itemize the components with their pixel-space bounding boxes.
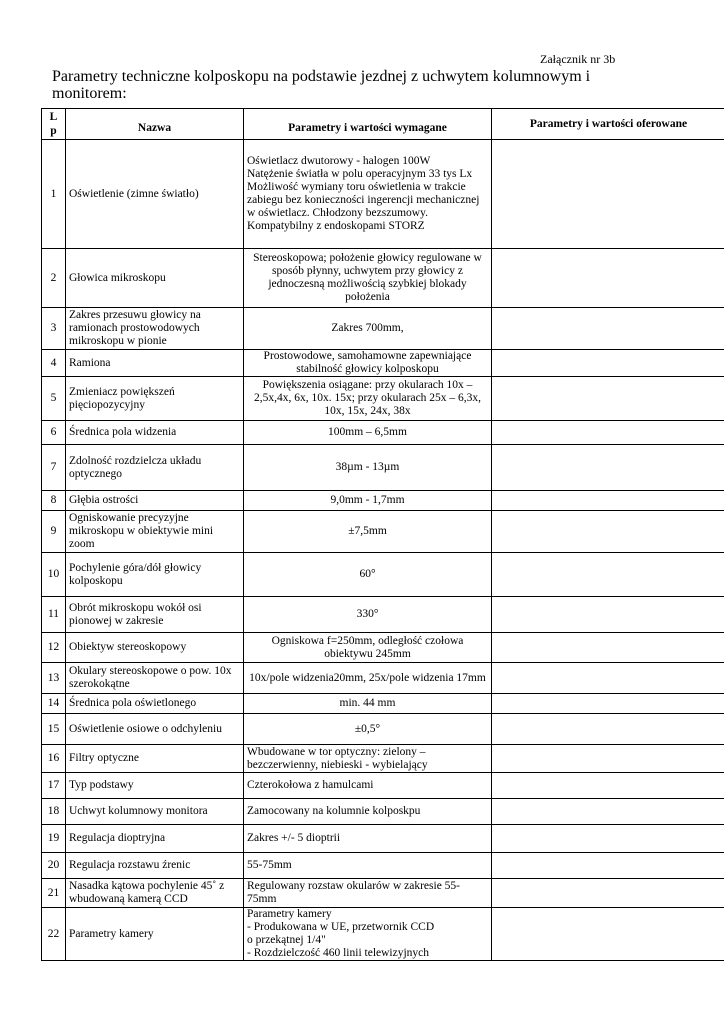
header-name: Nazwa [66, 109, 244, 140]
table-row [42, 825, 724, 853]
row-name: Pochylenie góra/dół głowicy kolposkopu [66, 553, 244, 597]
row-required: Wbudowane w tor optyczny: zielony – bezczerwienny, niebieski - wybielający [244, 745, 492, 773]
row-lp: 16 [42, 745, 66, 773]
annex-label: Załącznik nr 3b [540, 52, 616, 66]
row-offered[interactable] [492, 249, 724, 308]
row-name: Ramiona [66, 350, 244, 377]
row-required: 100mm – 6,5mm [244, 421, 492, 445]
row-offered[interactable] [492, 421, 724, 445]
row-required: 10x/pole widzenia20mm, 25x/pole widzenia 17mm [244, 663, 492, 694]
row-lp: 7 [42, 445, 66, 491]
row-offered[interactable] [492, 377, 724, 421]
row-name: Średnica pola widzenia [66, 421, 244, 445]
row-required: Zakres 700mm, [244, 308, 492, 350]
table-row [42, 694, 724, 714]
row-lp: 14 [42, 694, 66, 714]
row-required: Powiększenia osiągane: przy okularach 10x – 2,5x,4x, 6x, 10x. 15x; przy okularach 25x – 6,3x, 10x, 15x, 24x, 38x [244, 377, 492, 421]
row-offered[interactable] [492, 308, 724, 350]
row-lp: 10 [42, 553, 66, 597]
row-lp: 13 [42, 663, 66, 694]
row-name: Obrót mikroskopu wokół osi pionowej w zakresie [66, 597, 244, 633]
table-row [42, 308, 724, 350]
row-lp: 2 [42, 249, 66, 308]
table-row [42, 853, 724, 879]
row-offered[interactable] [492, 714, 724, 745]
table-row [42, 799, 724, 825]
row-lp: 11 [42, 597, 66, 633]
row-required: Oświetlacz dwutorowy - halogen 100W Natężenie światła w polu operacyjnym 33 tys Lx Możliwość wymiany toru oświetlenia w trakcie zabiegu bez konieczności ingerencji mechanicznej w oświetlacz. Chłodzony bezszumowy. Kompatybilny z endoskopami STORZ [244, 140, 492, 249]
row-required: Zamocowany na kolumnie kolposkpu [244, 799, 492, 825]
row-offered[interactable] [492, 879, 724, 908]
row-required: Regulowany rozstaw okularów w zakresie 55-75mm [244, 879, 492, 908]
table-row [42, 377, 724, 421]
table-row [42, 663, 724, 694]
row-name: Regulacja rozstawu źrenic [66, 853, 244, 879]
row-name: Uchwyt kolumnowy monitora [66, 799, 244, 825]
row-offered[interactable] [492, 853, 724, 879]
title-line-1: Parametry techniczne kolposkopu na podstawie jezdnej z uchwytem kolumnowym i [52, 68, 591, 85]
row-required: ±7,5mm [244, 511, 492, 553]
table-row [42, 140, 724, 249]
row-required: Zakres +/- 5 dioptrii [244, 825, 492, 853]
table-row [42, 350, 724, 377]
table-row [42, 745, 724, 773]
table-row [42, 773, 724, 799]
parameters-table [41, 108, 724, 961]
row-required: min. 44 mm [244, 694, 492, 714]
row-offered[interactable] [492, 511, 724, 553]
row-required: Ogniskowa f=250mm, odległość czołowa obiektywu 245mm [244, 633, 492, 663]
row-name: Ogniskowanie precyzyjne mikroskopu w obiektywie mini zoom [66, 511, 244, 553]
row-offered[interactable] [492, 553, 724, 597]
row-offered[interactable] [492, 663, 724, 694]
row-lp: 17 [42, 773, 66, 799]
row-required: 55-75mm [244, 853, 492, 879]
row-name: Głębia ostrości [66, 491, 244, 511]
row-lp: 8 [42, 491, 66, 511]
row-name: Filtry optyczne [66, 745, 244, 773]
row-offered[interactable] [492, 694, 724, 714]
table-row [42, 879, 724, 908]
row-name: Obiektyw stereoskopowy [66, 633, 244, 663]
table-row [42, 249, 724, 308]
row-lp: 21 [42, 879, 66, 908]
row-lp: 5 [42, 377, 66, 421]
row-lp: 4 [42, 350, 66, 377]
row-offered[interactable] [492, 799, 724, 825]
row-required: Parametry kamery - Produkowana w UE, przetwornik CCD o przekątnej 1/4" - Rozdzielczość 460 linii telewizyjnych [244, 908, 492, 961]
row-required: Stereoskopowa; położenie głowicy regulowane w sposób płynny, uchwytem przy głowicy z jednoczesną możliwością szybkiej blokady położenia [244, 249, 492, 308]
row-lp: 22 [42, 908, 66, 961]
document-title [52, 68, 712, 102]
row-name: Zdolność rozdzielcza układu optycznego [66, 445, 244, 491]
title-line-2: monitorem: [52, 85, 127, 102]
row-name: Typ podstawy [66, 773, 244, 799]
header-lp: L p [42, 109, 66, 140]
table-row [42, 633, 724, 663]
row-required: 330° [244, 597, 492, 633]
row-required: 38µm - 13µm [244, 445, 492, 491]
row-lp: 20 [42, 853, 66, 879]
table-row [42, 597, 724, 633]
row-lp: 6 [42, 421, 66, 445]
table-row [42, 908, 724, 961]
header-offered: Parametry i wartości oferowane [492, 109, 724, 140]
row-lp: 1 [42, 140, 66, 249]
row-lp: 15 [42, 714, 66, 745]
row-lp: 18 [42, 799, 66, 825]
row-name: Nasadka kątowa pochylenie 45˚ z wbudowaną kamerą CCD [66, 879, 244, 908]
row-offered[interactable] [492, 491, 724, 511]
table-row [42, 445, 724, 491]
row-required: Czterokołowa z hamulcami [244, 773, 492, 799]
row-name: Parametry kamery [66, 908, 244, 961]
row-required: ±0,5° [244, 714, 492, 745]
table-row [42, 714, 724, 745]
table-row [42, 491, 724, 511]
row-lp: 12 [42, 633, 66, 663]
row-offered[interactable] [492, 140, 724, 249]
table-header-row [42, 109, 724, 140]
row-required: 9,0mm - 1,7mm [244, 491, 492, 511]
row-lp: 9 [42, 511, 66, 553]
row-offered[interactable] [492, 597, 724, 633]
row-lp: 19 [42, 825, 66, 853]
table-row [42, 553, 724, 597]
row-offered[interactable] [492, 745, 724, 773]
header-required: Parametry i wartości wymagane [244, 109, 492, 140]
row-offered[interactable] [492, 773, 724, 799]
row-name: Zakres przesuwu głowicy na ramionach prostowodowych mikroskopu w pionie [66, 308, 244, 350]
row-name: Zmieniacz powiększeń pięciopozycyjny [66, 377, 244, 421]
row-required: 60° [244, 553, 492, 597]
row-required: Prostowodowe, samohamowne zapewniające stabilność głowicy kolposkopu [244, 350, 492, 377]
table-row [42, 421, 724, 445]
row-name: Oświetlenie osiowe o odchyleniu [66, 714, 244, 745]
row-offered[interactable] [492, 350, 724, 377]
row-name: Średnica pola oświetlonego [66, 694, 244, 714]
row-offered[interactable] [492, 445, 724, 491]
row-offered[interactable] [492, 825, 724, 853]
row-offered[interactable] [492, 908, 724, 961]
row-name: Okulary stereoskopowe o pow. 10x szerokokątne [66, 663, 244, 694]
row-offered[interactable] [492, 633, 724, 663]
row-name: Regulacja dioptryjna [66, 825, 244, 853]
row-lp: 3 [42, 308, 66, 350]
row-name: Głowica mikroskopu [66, 249, 244, 308]
table-row [42, 511, 724, 553]
row-name: Oświetlenie (zimne światło) [66, 140, 244, 249]
